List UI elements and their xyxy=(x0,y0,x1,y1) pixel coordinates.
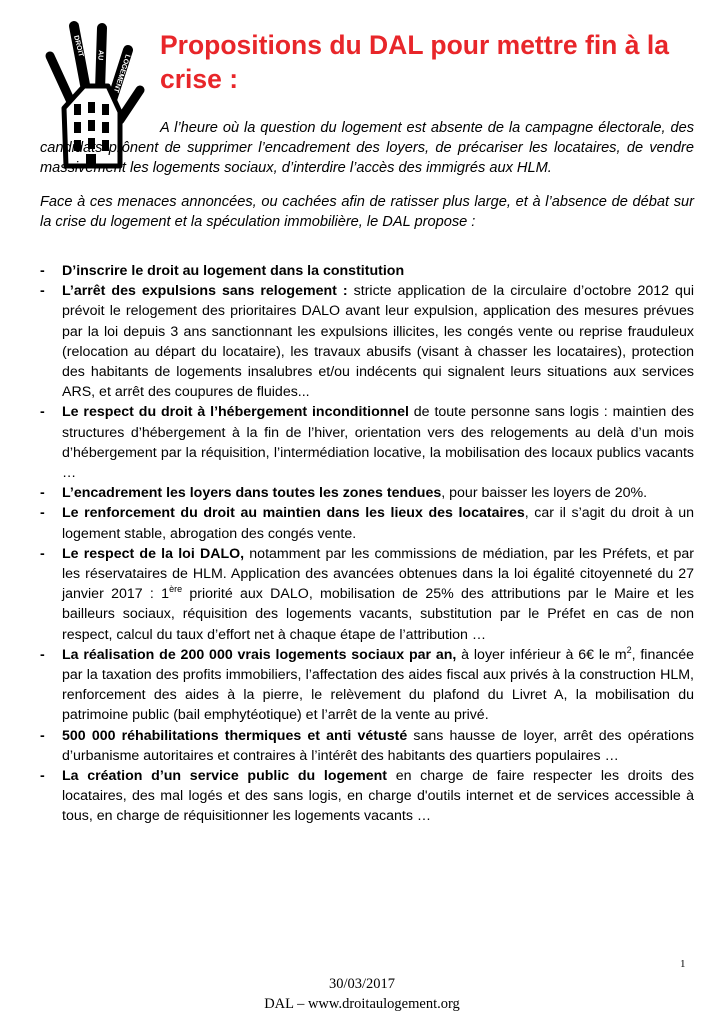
proposal-service-public xyxy=(36,766,694,827)
proposal-heading: 500 000 réhabilitations thermiques et anti vétusté xyxy=(62,727,408,744)
page-number: 1 xyxy=(680,958,686,970)
proposal-text: sans hausse de loyer, arrêt des opérations d’urbanisme autoritaires et contraires à l’intérêt des habitants des quartiers populaires … xyxy=(62,727,694,764)
bullet-dash: - xyxy=(40,646,45,663)
footer-org: DAL – www.droitaulogement.org xyxy=(264,996,460,1012)
proposal-text-continued: priorité aux DALO, mobilisation de 25% des attributions par le Maire et les bailleurs sociaux, réquisition des logements vacants, substitution par le Préfet en cas de non respect, calcul du taux d’effort net à chaque étape de l’attribution … xyxy=(62,586,695,643)
logo-text-droit: DROIT xyxy=(72,34,85,58)
proposal-heading: Le respect de la loi DALO, xyxy=(62,545,245,562)
proposal-maintien-lieux xyxy=(36,503,694,543)
proposal-expulsions xyxy=(36,281,694,402)
proposal-constitution xyxy=(36,261,694,281)
proposal-heading: Le renforcement du droit au maintien dans les lieux des locataires xyxy=(62,505,525,522)
proposal-text: , pour baisser les loyers de 20%. xyxy=(441,485,648,502)
bullet-dash: - xyxy=(40,545,45,562)
bullet-dash: - xyxy=(40,768,45,785)
bullet-dash: - xyxy=(40,283,45,300)
proposal-logements-sociaux xyxy=(36,645,694,726)
proposal-text: en charge de faire respecter les droits des locataires, des mal logés et des sans logis, en charge d'outils internet et de services accessible à tous, en charge de réquisitionner les logements vacants … xyxy=(62,768,695,825)
page-title: Propositions du DAL pour mettre fin à la crise : xyxy=(160,30,669,94)
proposal-heading: Le respect du droit à l’hébergement inconditionnel xyxy=(62,404,409,421)
proposal-hebergement xyxy=(36,402,694,483)
proposal-encadrement-loyers xyxy=(36,483,694,503)
proposal-text: de toute personne sans logis : maintien des structures d’hébergement à la fin de l’hiver, orientation vers des relogements au delà d’un mois d’hébergement par la réquisition, l’intermédiation locative, la mobilisation des locaux publics vacants … xyxy=(62,404,694,482)
proposal-text: à loyer inférieur à 6€ le m xyxy=(456,646,627,663)
intro xyxy=(40,118,694,232)
logo-text-au: AU xyxy=(96,49,104,61)
logo-text-logement: LOGEMENT xyxy=(111,53,131,94)
proposals-list xyxy=(36,261,694,827)
superscript: ère xyxy=(169,584,183,595)
bullet-dash: - xyxy=(40,505,45,522)
proposal-text-continued: , financée par la taxation des profits immobiliers, l’affectation des aides fiscal aux privés à la construction HLM, renforcement des aides à la pierre, le relèvement du plafond du Livret A, la mobilisation du patrimoine public (bail emphytéotique) et l’arrêt de la vente au privé. xyxy=(62,646,695,724)
footer xyxy=(0,974,724,1014)
proposal-heading: L’arrêt des expulsions sans relogement : xyxy=(62,283,348,300)
bullet-dash: - xyxy=(40,727,45,744)
superscript: 2 xyxy=(626,644,632,655)
proposal-text: , car il s’agit du droit à un logement stable, abrogation des congés vente. xyxy=(62,505,695,542)
footer-date: 30/03/2017 xyxy=(328,976,396,992)
proposal-heading: L’encadrement les loyers dans toutes les zones tendues xyxy=(62,485,442,502)
proposal-text: notamment par les commissions de médiation, par les Préfets, et par les réservataires de HLM. Application des avancées obtenues dans la loi égalité citoyenneté du 27 janvier 2017 : 1 xyxy=(62,545,694,603)
proposal-text: stricte application de la circulaire d’octobre 2012 qui prévoit le relogement des prioritaires DALO avant leur expulsion, application des mesures prévues par la loi depuis 3 ans sanctionnant les expulsions illicites, les congés vente ou reprise frauduleux (relocation au départ du locataire), les travaux abusifs (visant à chasser les locataires), protection des habitants de logements insalubres et/ou indécents qui signalent leurs situations aux services ARS, et arrêt des coupures de fluides... xyxy=(62,283,694,401)
proposal-rehabilitations xyxy=(36,726,694,766)
bullet-dash: - xyxy=(40,404,45,421)
intro-paragraph-1: A l’heure où la question du logement est absente de la campagne électorale, des candidats prônent de supprimer l’encadrement des loyers, de précariser les locataires, de vendre massivement les logements sociaux, d’interdire l’accès des immigrés aux HLM. xyxy=(40,120,694,176)
proposal-heading: La réalisation de 200 000 vrais logements sociaux par an, xyxy=(62,646,457,663)
bullet-dash: - xyxy=(40,263,45,279)
bullet-dash: - xyxy=(40,485,45,502)
proposal-heading: D’inscrire le droit au logement dans la constitution xyxy=(62,263,405,279)
proposal-loi-dalo xyxy=(36,544,694,645)
intro-paragraph-2: Face à ces menaces annoncées, ou cachées afin de ratisser plus large, et à l’absence de débat sur la crise du logement et la spéculation immobilière, le DAL propose : xyxy=(40,194,694,230)
proposal-heading: La création d’un service public du logement xyxy=(62,768,387,785)
